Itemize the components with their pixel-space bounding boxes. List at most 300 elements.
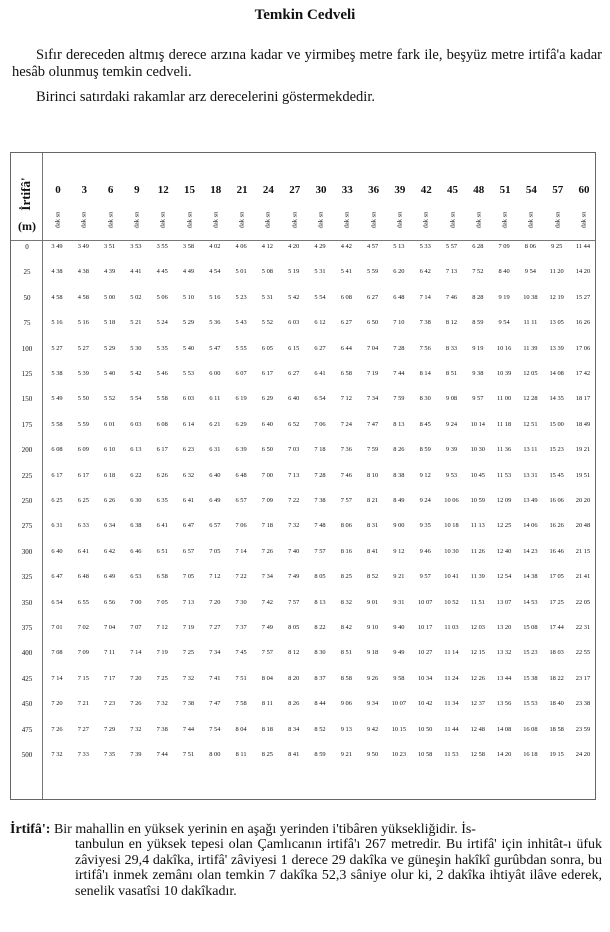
table-cell: 6 49 xyxy=(104,573,116,581)
table-cell: 9 31 xyxy=(393,598,405,606)
table-cell: 18 49 xyxy=(575,420,591,428)
table-cell: 6 49 xyxy=(209,497,221,504)
unit-subheader-label: dak sn xyxy=(80,211,88,229)
table-cell: 5 42 xyxy=(130,370,142,377)
table-cell: 24 20 xyxy=(575,751,591,758)
table-cell: 10 15 xyxy=(391,725,407,733)
table-cell: 6 30 xyxy=(130,497,142,504)
table-cell: 14 20 xyxy=(575,268,591,276)
table-cell: 5 00 xyxy=(104,293,116,301)
table-cell: 10 38 xyxy=(523,293,538,301)
table-cell: 13 49 xyxy=(523,497,538,504)
table-cell: 6 22 xyxy=(130,471,142,479)
table-cell: 8 59 xyxy=(314,751,326,758)
table-cell: 7 24 xyxy=(340,420,352,428)
table-cell: 5 31 xyxy=(314,268,326,276)
table-cell: 3 58 xyxy=(182,243,195,250)
table-cell: 6 09 xyxy=(77,446,89,454)
table-cell: 4 41 xyxy=(130,268,142,276)
footnote-line1: Bir mahallin en yüksek yerinin en aşağı yerinden i'tibâren yüksekliğidir. İs- xyxy=(53,822,476,837)
latitude-header: 6 xyxy=(107,184,114,196)
unit-subheader xyxy=(125,209,149,231)
table-cell: 10 34 xyxy=(417,674,433,682)
table-cell: 8 31 xyxy=(367,522,379,530)
table-cell: 7 19 xyxy=(156,649,168,657)
table-cell: 6 35 xyxy=(156,497,168,504)
latitude-header: 9 xyxy=(134,184,140,196)
unit-subheader-label: dak sn xyxy=(238,211,246,229)
latitude-header: 57 xyxy=(552,184,564,196)
table-cell: 9 10 xyxy=(367,624,379,631)
table-cell: 7 44 xyxy=(393,370,405,377)
latitude-header: 3 xyxy=(81,184,88,196)
table-cell: 6 25 xyxy=(77,497,89,504)
table-cell: 6 19 xyxy=(235,395,247,403)
table-cell: 7 05 xyxy=(182,573,195,581)
table-cell: 11 34 xyxy=(444,700,459,708)
table-cell: 6 10 xyxy=(104,446,116,454)
table-cell: 9 26 xyxy=(367,674,379,682)
table-cell: 9 24 xyxy=(419,497,431,504)
unit-subheader xyxy=(230,209,254,231)
table-cell: 18 03 xyxy=(549,649,564,657)
table-cell: 6 48 xyxy=(393,293,405,301)
table-cell: 5 10 xyxy=(182,293,195,301)
table-cell: 6 58 xyxy=(156,573,168,581)
table-cell: 6 27 xyxy=(314,344,326,352)
table-cell: 10 42 xyxy=(417,700,433,708)
unit-subheader-label: dak sn xyxy=(554,211,562,229)
table-cell: 11 20 xyxy=(549,268,564,276)
table-cell: 15 53 xyxy=(523,700,538,708)
table-cell: 7 12 xyxy=(209,573,221,581)
unit-subheader-label: dak sn xyxy=(107,211,115,229)
table-cell: 6 08 xyxy=(340,293,352,301)
table-cell: 4 20 xyxy=(288,243,300,250)
altitude-value: 400 xyxy=(21,649,33,658)
table-cell: 9 58 xyxy=(393,674,405,682)
table-cell: 7 19 xyxy=(182,624,195,631)
table-cell: 9 13 xyxy=(340,725,352,733)
table-cell: 15 23 xyxy=(523,649,538,657)
latitude-header: 48 xyxy=(473,184,485,196)
table-cell: 3 55 xyxy=(156,243,168,250)
table-cell: 7 23 xyxy=(104,700,116,708)
table-cell: 7 06 xyxy=(314,420,326,428)
table-cell: 9 39 xyxy=(445,446,458,454)
altitude-value: 125 xyxy=(21,370,33,378)
table-cell: 9 53 xyxy=(445,471,458,479)
unit-subheader xyxy=(99,209,123,231)
latitude-header: 33 xyxy=(341,184,353,196)
altitude-value: 500 xyxy=(21,751,33,759)
table-cell: 7 45 xyxy=(235,649,247,657)
table-cell: 7 13 xyxy=(182,598,195,606)
table-cell: 13 44 xyxy=(496,674,512,682)
table-cell: 6 38 xyxy=(130,522,142,530)
table-cell: 6 44 xyxy=(340,344,352,352)
table-cell: 23 38 xyxy=(575,700,591,708)
table-cell: 15 45 xyxy=(549,471,564,479)
table-cell: 7 57 xyxy=(261,649,273,657)
table-cell: 12 40 xyxy=(496,547,512,555)
table-cell: 6 42 xyxy=(104,547,116,555)
table-cell: 8 58 xyxy=(340,674,352,682)
table-cell: 11 53 xyxy=(444,751,459,758)
table-cell: 8 49 xyxy=(393,497,405,504)
table-cell: 7 20 xyxy=(51,700,63,708)
table-cell: 6 47 xyxy=(51,573,63,581)
table-cell: 4 12 xyxy=(261,243,273,250)
table-cell: 13 07 xyxy=(496,598,512,606)
table-cell: 7 00 xyxy=(130,598,142,606)
table-cell: 5 21 xyxy=(130,319,142,327)
table-cell: 6 27 xyxy=(288,370,300,377)
table-cell: 22 31 xyxy=(575,624,591,631)
table-cell: 6 00 xyxy=(209,370,221,377)
unit-subheader xyxy=(151,209,175,231)
table-cell: 20 20 xyxy=(575,497,591,504)
table-cell: 7 05 xyxy=(209,547,221,555)
table-cell: 6 25 xyxy=(51,497,63,504)
table-cell: 4 42 xyxy=(340,243,352,250)
table-cell: 7 38 xyxy=(314,497,326,504)
table-cell: 6 21 xyxy=(209,420,221,428)
table-cell: 6 57 xyxy=(182,547,195,555)
table-cell: 7 46 xyxy=(445,293,458,301)
unit-subheader-label: dak sn xyxy=(317,211,325,229)
table-cell: 9 12 xyxy=(393,547,405,555)
table-cell: 21 15 xyxy=(575,547,591,555)
unit-subheader-label: dak sn xyxy=(133,211,141,229)
table-cell: 7 34 xyxy=(367,395,379,403)
table-cell: 10 07 xyxy=(417,598,433,606)
table-cell: 14 20 xyxy=(496,751,512,758)
table-cell: 14 35 xyxy=(549,395,564,403)
table-cell: 10 06 xyxy=(444,497,459,504)
table-cell: 6 05 xyxy=(261,344,273,352)
table-cell: 7 51 xyxy=(182,751,195,758)
table-cell: 5 55 xyxy=(235,344,247,352)
table-cell: 8 33 xyxy=(445,344,458,352)
table-cell: 5 33 xyxy=(419,243,431,250)
table-cell: 6 52 xyxy=(288,420,300,428)
table-cell: 16 18 xyxy=(523,751,538,758)
table-cell: 7 57 xyxy=(314,547,326,555)
table-cell: 8 21 xyxy=(367,497,379,504)
table-cell: 7 22 xyxy=(288,497,300,504)
table-cell: 6 41 xyxy=(182,497,195,504)
table-cell: 6 07 xyxy=(235,370,247,377)
altitude-value: 225 xyxy=(21,471,33,480)
header-divider xyxy=(11,240,595,241)
table-cell: 5 50 xyxy=(77,395,89,403)
table-cell: 8 04 xyxy=(235,725,247,733)
table-cell: 14 53 xyxy=(523,598,538,606)
table-cell: 6 23 xyxy=(182,446,195,454)
table-cell: 10 41 xyxy=(444,573,459,581)
table-cell: 9 24 xyxy=(445,420,458,428)
table-cell: 7 30 xyxy=(235,598,247,606)
table-cell: 12 03 xyxy=(470,624,485,631)
table-cell: 7 14 xyxy=(419,293,431,301)
table-cell: 5 43 xyxy=(235,319,247,327)
altitude-value: 100 xyxy=(21,344,33,353)
table-cell: 7 12 xyxy=(340,395,352,403)
table-cell: 7 57 xyxy=(340,497,352,504)
table-cell: 7 38 xyxy=(419,319,431,327)
table-cell: 12 54 xyxy=(496,573,512,581)
table-cell: 17 44 xyxy=(549,624,564,631)
unit-subheader xyxy=(204,209,228,231)
table-cell: 7 38 xyxy=(182,700,195,708)
table-cell: 9 54 xyxy=(524,268,536,276)
footnote-text: tanbulun en yüksek tepesi olan Çamlıcanın irtifâ'ı 267 metredir. Bu irtifâ' için inhitât-ı üfuk zâviyesi 29,4 dakîka, irtifâ' zâviyesi 1 derece 29 dakîka ve güneşin hakîkî gurûbdan sonra, bu irtifâ'ı inmek zemânı olan temkin 7 dakîka 52,3 sâniye olur ki, 2 dakîka ihtiyât ilâve ederek, senelik vasatîsi 10 dakîkadır. xyxy=(75,837,602,899)
table-cell: 5 58 xyxy=(51,420,63,428)
table-cell: 10 18 xyxy=(444,522,459,530)
table-cell: 3 49 xyxy=(51,243,63,250)
table-cell: 7 32 xyxy=(130,725,142,733)
table-cell: 8 13 xyxy=(393,420,405,428)
unit-subheader-label: dak sn xyxy=(54,211,62,229)
table-cell: 12 28 xyxy=(523,395,538,403)
latitude-header: 27 xyxy=(289,184,301,196)
table-cell: 10 30 xyxy=(470,446,485,454)
table-cell: 10 50 xyxy=(417,725,433,733)
latitude-header: 12 xyxy=(157,184,169,196)
table-cell: 6 31 xyxy=(209,446,221,454)
table-cell: 8 25 xyxy=(261,751,273,758)
table-cell: 9 54 xyxy=(498,319,510,327)
table-cell: 14 08 xyxy=(549,370,564,377)
table-cell: 6 53 xyxy=(130,573,142,581)
table-cell: 19 51 xyxy=(575,471,591,479)
temkin-table xyxy=(10,152,596,800)
table-cell: 4 57 xyxy=(367,243,379,250)
table-cell: 7 12 xyxy=(156,624,168,631)
latitude-header: 51 xyxy=(499,184,511,196)
table-cell: 7 35 xyxy=(104,751,116,758)
table-cell: 6 47 xyxy=(182,522,195,530)
table-cell: 8 05 xyxy=(314,573,326,581)
table-cell: 11 00 xyxy=(497,395,512,403)
altitude-value: 200 xyxy=(21,446,33,455)
table-cell: 6 57 xyxy=(235,497,247,504)
table-cell: 4 49 xyxy=(182,268,195,276)
table-cell: 8 41 xyxy=(288,751,300,758)
table-cell: 7 03 xyxy=(288,446,300,454)
table-cell: 9 42 xyxy=(367,725,379,733)
table-cell: 6 17 xyxy=(261,370,273,377)
table-cell: 7 01 xyxy=(51,624,63,631)
table-cell: 7 54 xyxy=(209,725,221,733)
unit-subheader-label: dak sn xyxy=(501,211,509,229)
table-cell: 6 31 xyxy=(51,522,63,530)
table-cell: 7 47 xyxy=(209,700,221,708)
table-cell: 6 46 xyxy=(130,547,142,555)
table-cell: 7 11 xyxy=(104,649,116,657)
table-cell: 8 40 xyxy=(498,268,510,276)
table-cell: 19 15 xyxy=(549,751,564,758)
altitude-value: 350 xyxy=(21,598,33,607)
table-cell: 8 51 xyxy=(340,649,352,657)
table-cell: 7 10 xyxy=(393,319,405,327)
table-cell: 6 17 xyxy=(77,471,89,479)
table-cell: 6 01 xyxy=(104,420,116,428)
table-cell: 12 19 xyxy=(549,293,564,301)
table-cell: 5 57 xyxy=(445,243,458,250)
table-cell: 5 01 xyxy=(235,268,247,276)
altitude-unit: (m) xyxy=(18,219,36,233)
table-cell: 5 54 xyxy=(314,293,326,301)
table-cell: 7 26 xyxy=(130,700,142,708)
table-cell: 21 41 xyxy=(575,573,591,581)
table-cell: 6 15 xyxy=(288,344,300,352)
table-cell: 8 37 xyxy=(314,674,326,682)
table-cell: 11 14 xyxy=(444,649,459,657)
altitude-value: 150 xyxy=(21,395,33,404)
altitude-value: 0 xyxy=(25,243,29,251)
table-cell: 7 56 xyxy=(419,344,431,352)
unit-subheader xyxy=(467,209,491,231)
table-cell: 11 53 xyxy=(497,471,512,479)
table-cell: 7 32 xyxy=(156,700,168,708)
table-cell: 5 40 xyxy=(104,370,116,377)
unit-subheader-label: dak sn xyxy=(475,211,483,229)
table-cell: 7 18 xyxy=(261,522,273,530)
table-cell: 12 48 xyxy=(470,725,485,733)
table-cell: 7 33 xyxy=(77,751,89,758)
table-cell: 4 45 xyxy=(156,268,168,276)
table-cell: 7 52 xyxy=(472,268,484,276)
table-cell: 5 52 xyxy=(261,319,273,327)
table-cell: 5 29 xyxy=(104,344,116,352)
table-cell: 14 08 xyxy=(496,725,512,733)
table-cell: 7 15 xyxy=(77,674,89,682)
table-cell: 20 48 xyxy=(575,522,591,530)
table-cell: 5 49 xyxy=(51,395,63,403)
table-cell: 9 12 xyxy=(419,471,431,479)
table-cell: 8 42 xyxy=(340,624,352,631)
table-cell: 6 40 xyxy=(261,420,273,428)
table-cell: 7 25 xyxy=(182,649,195,657)
unit-subheader-label: dak sn xyxy=(186,211,193,229)
altitude-value: 25 xyxy=(23,268,31,277)
table-cell: 7 36 xyxy=(340,446,352,454)
table-cell: 10 27 xyxy=(417,649,433,657)
footnote xyxy=(10,822,602,899)
table-cell: 5 59 xyxy=(367,268,379,276)
intro-note: Birinci satırdaki rakamlar arz derecelerini göstermekdedir. xyxy=(36,89,375,105)
table-cell: 7 32 xyxy=(288,522,300,530)
table-cell: 8 11 xyxy=(235,751,247,758)
table-cell: 12 15 xyxy=(470,649,485,657)
table-cell: 15 00 xyxy=(549,420,564,428)
table-cell: 5 53 xyxy=(182,370,195,377)
table-cell: 12 25 xyxy=(496,522,512,530)
table-cell: 9 06 xyxy=(340,700,352,708)
table-cell: 7 04 xyxy=(104,624,116,631)
table-cell: 13 11 xyxy=(523,446,538,454)
table-cell: 6 11 xyxy=(209,395,221,403)
table-cell: 3 49 xyxy=(77,243,89,250)
table-cell: 7 41 xyxy=(209,674,221,682)
unit-subheader xyxy=(493,209,517,231)
table-cell: 8 26 xyxy=(393,446,405,454)
unit-subheader-label: dak sn xyxy=(449,211,456,229)
table-cell: 11 39 xyxy=(523,344,538,352)
table-cell: 5 46 xyxy=(156,370,168,377)
table-cell: 6 57 xyxy=(209,522,221,530)
table-cell: 16 46 xyxy=(549,547,564,555)
unit-subheader xyxy=(283,209,307,231)
page-title: Temkin Cedveli xyxy=(254,7,356,23)
table-cell: 9 08 xyxy=(445,395,458,403)
table-cell: 7 14 xyxy=(235,547,247,555)
unit-subheader-label: dak sn xyxy=(527,211,535,229)
altitude-value: 300 xyxy=(21,547,33,556)
table-cell: 10 52 xyxy=(444,598,459,606)
table-cell: 8 18 xyxy=(261,725,273,733)
table-cell: 7 07 xyxy=(130,624,142,631)
latitude-header: 21 xyxy=(236,184,248,196)
altitude-value: 50 xyxy=(23,293,31,302)
table-cell: 7 20 xyxy=(209,598,221,606)
table-cell: 6 48 xyxy=(77,573,89,581)
altitude-header xyxy=(13,167,39,221)
table-cell: 10 07 xyxy=(391,700,407,708)
table-cell: 8 30 xyxy=(419,395,431,403)
altitude-value: 250 xyxy=(21,497,33,505)
table-cell: 4 06 xyxy=(235,243,247,250)
table-cell: 7 22 xyxy=(235,573,247,581)
table-cell: 8 16 xyxy=(340,547,352,555)
table-cell: 9 21 xyxy=(340,751,352,758)
table-cell: 7 09 xyxy=(77,649,89,657)
table-cell: 5 59 xyxy=(77,420,89,428)
table-cell: 5 54 xyxy=(130,395,142,403)
latitude-header: 36 xyxy=(368,184,380,196)
table-cell: 7 21 xyxy=(77,700,89,708)
table-cell: 6 26 xyxy=(104,497,116,504)
table-cell: 6 40 xyxy=(288,395,300,403)
table-cell: 7 27 xyxy=(209,624,221,631)
unit-subheader xyxy=(256,209,280,231)
table-cell: 8 20 xyxy=(288,674,300,682)
table-cell: 11 18 xyxy=(497,420,512,428)
table-cell: 16 26 xyxy=(549,522,564,530)
table-cell: 18 22 xyxy=(549,674,564,682)
table-cell: 7 37 xyxy=(235,624,247,631)
table-cell: 6 08 xyxy=(51,446,63,454)
table-cell: 11 11 xyxy=(523,319,538,327)
table-cell: 7 09 xyxy=(261,497,273,504)
table-cell: 6 20 xyxy=(393,268,405,276)
table-cell: 6 34 xyxy=(104,522,116,530)
table-cell: 11 36 xyxy=(497,446,512,454)
table-cell: 6 48 xyxy=(235,471,247,479)
table-cell: 5 40 xyxy=(182,344,195,352)
table-cell: 7 46 xyxy=(340,471,352,479)
table-cell: 7 58 xyxy=(235,700,247,708)
table-cell: 12 58 xyxy=(470,751,485,758)
altitude-value: 475 xyxy=(21,725,33,734)
table-cell: 6 42 xyxy=(419,268,431,276)
latitude-header: 18 xyxy=(210,184,222,196)
table-cell: 10 39 xyxy=(496,370,512,377)
table-cell: 6 03 xyxy=(130,420,142,428)
table-cell: 7 13 xyxy=(288,471,300,479)
